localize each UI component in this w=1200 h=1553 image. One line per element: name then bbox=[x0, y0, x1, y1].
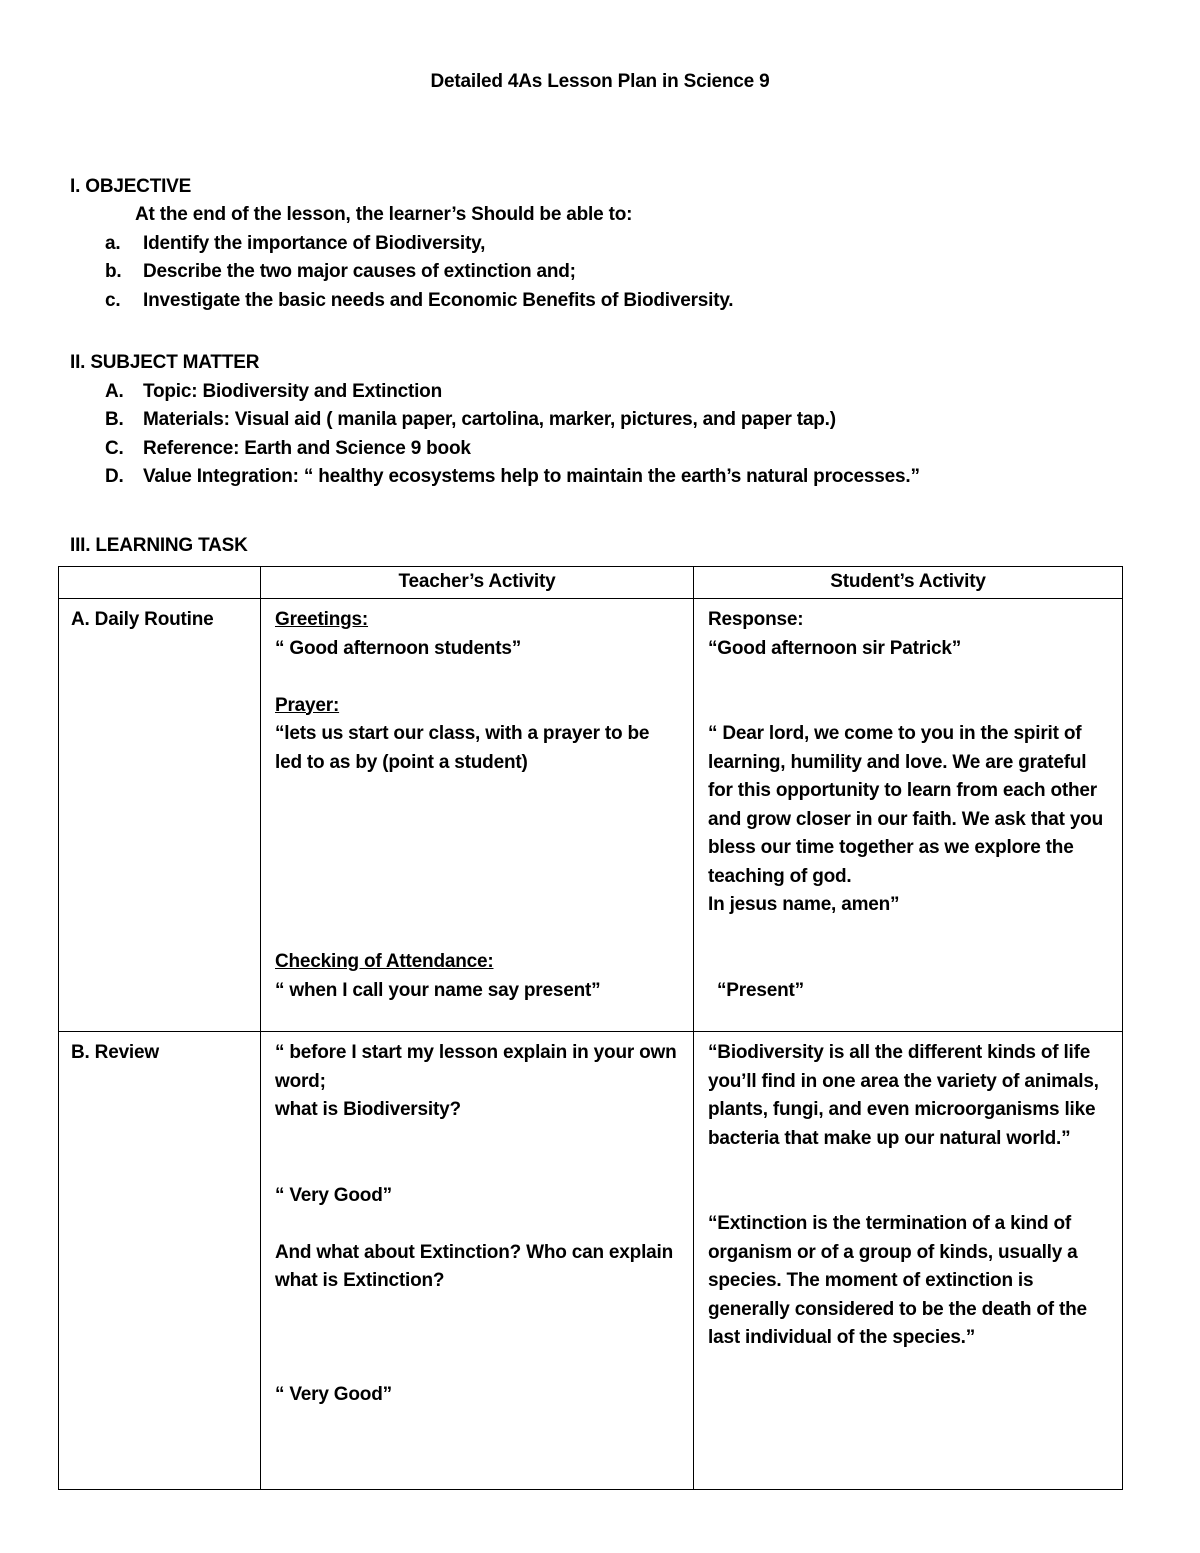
spacer bbox=[275, 663, 681, 692]
section-subject-matter bbox=[70, 349, 1130, 492]
item-text: Identify the importance of Biodiversity, bbox=[143, 232, 486, 254]
prayer-line: “lets us start our class, with a prayer to be led to as by (point a student) bbox=[275, 723, 650, 773]
item-label: b. bbox=[105, 261, 122, 282]
review-question-2: And what about Extinction? Who can explain what is Extinction? bbox=[275, 1241, 673, 1291]
objective-item-a bbox=[70, 230, 1130, 259]
section-learning-task bbox=[70, 532, 1130, 1491]
item-text: Value Integration: “ healthy ecosystems help to maintain the earth’s natural processes.” bbox=[143, 466, 920, 487]
header-cell-student: Student’s Activity bbox=[694, 567, 1123, 599]
review-question-1b: what is Biodiversity? bbox=[275, 1099, 461, 1120]
subject-item-reference bbox=[70, 435, 1130, 464]
document-title: Detailed 4As Lesson Plan in Science 9 bbox=[430, 71, 770, 92]
objective-heading: I. OBJECTIVE bbox=[70, 175, 192, 197]
objective-item-b bbox=[70, 258, 1130, 287]
header-cell-teacher: Teacher’s Activity bbox=[261, 567, 694, 599]
spacer bbox=[708, 920, 1110, 977]
prayer-response-closing: In jesus name, amen” bbox=[708, 894, 900, 915]
greetings-line: “ Good afternoon students” bbox=[275, 637, 522, 659]
review-question-1: “ before I start my lesson explain in your own word; bbox=[275, 1042, 677, 1092]
item-text: Investigate the basic needs and Economic Benefits of Biodiversity. bbox=[143, 289, 734, 311]
item-label: c. bbox=[105, 289, 121, 311]
spacer bbox=[708, 663, 1110, 720]
praise-1: “ Very Good” bbox=[275, 1184, 392, 1206]
subject-item-value-integration bbox=[70, 463, 1130, 492]
objective-intro: At the end of the lesson, the learner’s Should be able to: bbox=[135, 204, 633, 225]
biodiversity-answer: “Biodiversity is all the different kinds of life you’ll find in one area the variety of animals, plants, fungi, and even microorganisms like bacteria that make up our natural world.” bbox=[708, 1042, 1099, 1149]
spacer bbox=[275, 1125, 681, 1182]
subject-matter-heading: II. SUBJECT MATTER bbox=[70, 352, 260, 373]
item-label: D. bbox=[105, 466, 124, 487]
row-label-review: B. Review bbox=[59, 1032, 261, 1490]
spacer bbox=[275, 1210, 681, 1239]
teacher-cell-daily-routine bbox=[261, 599, 694, 1032]
spacer bbox=[708, 1153, 1110, 1210]
item-text: Reference: Earth and Science 9 book bbox=[143, 437, 471, 459]
extinction-answer: “Extinction is the termination of a kind of organism or of a group of kinds, usually a species. The moment of extinction is generally considered to be the death of the last individual of the species.” bbox=[708, 1213, 1087, 1348]
subject-item-topic bbox=[70, 378, 1130, 407]
attendance-response: “Present” bbox=[717, 979, 804, 1001]
row-label-daily-routine: A. Daily Routine bbox=[59, 599, 261, 1032]
learning-task-table bbox=[58, 566, 1123, 1490]
item-label: A. bbox=[105, 380, 124, 402]
section-objective bbox=[70, 173, 1130, 316]
subject-item-materials bbox=[70, 406, 1130, 435]
greetings-heading: Greetings: bbox=[275, 609, 369, 630]
response-heading: Response: bbox=[708, 609, 804, 630]
spacer bbox=[275, 1296, 681, 1382]
item-text: Materials: Visual aid ( manila paper, cartolina, marker, pictures, and paper tap.) bbox=[143, 409, 836, 430]
learning-task-heading: III. LEARNING TASK bbox=[70, 534, 248, 556]
prayer-response: “ Dear lord, we come to you in the spirit of learning, humility and love. We are grateful for this opportunity to learn from each other and grow closer in our faith. We ask that you bless our time together as we explore the teaching of god. bbox=[708, 723, 1103, 887]
table-row-review bbox=[59, 1032, 1123, 1490]
student-cell-daily-routine bbox=[694, 599, 1123, 1032]
spacer bbox=[275, 777, 681, 948]
table-row-daily-routine bbox=[59, 599, 1123, 1032]
header-cell-blank bbox=[59, 567, 261, 599]
table-header-row bbox=[59, 567, 1123, 599]
item-label: a. bbox=[105, 232, 121, 254]
response-line: “Good afternoon sir Patrick” bbox=[708, 637, 962, 659]
item-text: Topic: Biodiversity and Extinction bbox=[143, 380, 442, 402]
objective-item-c bbox=[70, 287, 1130, 316]
praise-2: “ Very Good” bbox=[275, 1384, 392, 1405]
attendance-line: “ when I call your name say present” bbox=[275, 979, 601, 1001]
student-cell-review bbox=[694, 1032, 1123, 1490]
item-label: C. bbox=[105, 437, 124, 459]
prayer-heading: Prayer: bbox=[275, 694, 340, 716]
teacher-cell-review bbox=[261, 1032, 694, 1490]
item-text: Describe the two major causes of extinction and; bbox=[143, 261, 576, 282]
attendance-heading: Checking of Attendance: bbox=[275, 951, 494, 972]
item-label: B. bbox=[105, 409, 124, 430]
